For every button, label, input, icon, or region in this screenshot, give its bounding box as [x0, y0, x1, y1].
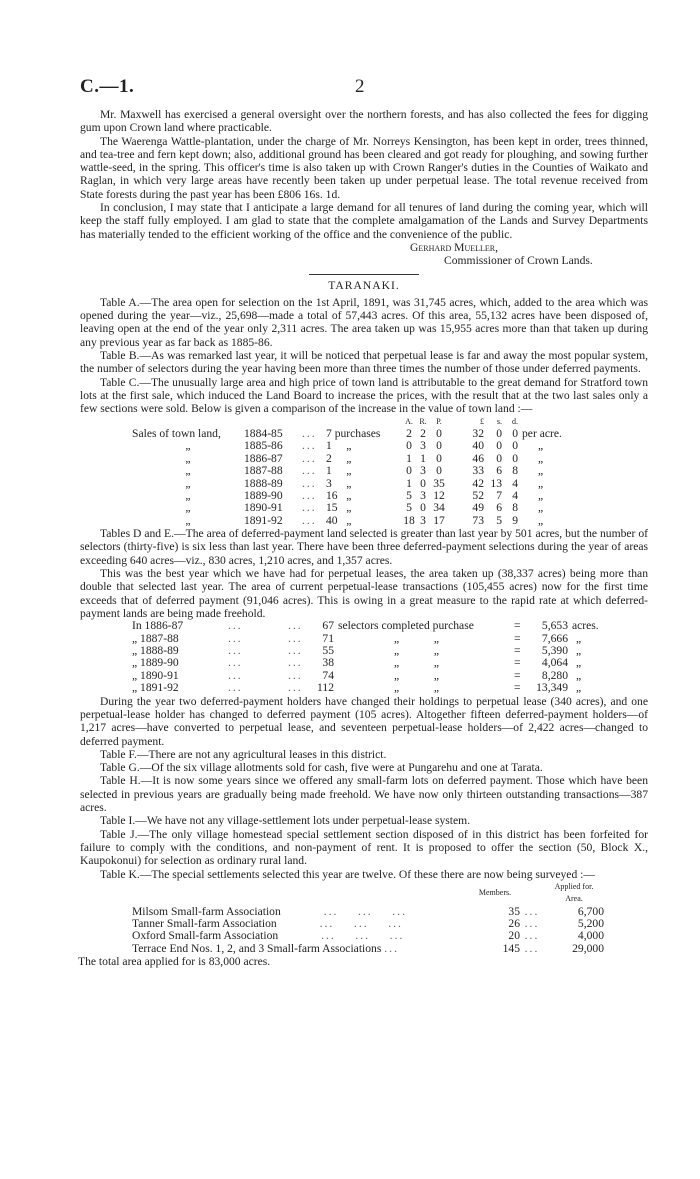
table-row: Milsom Small-farm Association ... ... ... 35 ... 6,700 — [132, 904, 604, 918]
section-title: TARANAKI. — [328, 278, 400, 292]
column-header: A. — [405, 416, 413, 426]
table-row: „ 1889-90 ... ... 38 „ „ = 4,064 „ — [132, 656, 582, 670]
paragraph: Table C.—The unusually large area and high price of town land is attributable to the great demand for Stratford town lots at the first sale, which induced the Land Board to increase the prices, with the result that at the two last sales only a few sections were sold. Below is given a comparison of the increase in the value of town land :— — [80, 375, 648, 416]
signature-name: Gerhard Mueller, — [410, 240, 499, 254]
town-land-table — [132, 416, 562, 528]
paragraph: Table A.—The area open for selection on the 1st April, 1891, was 31,745 acres, which, added to the area which was opened during the year—viz., 25,698—made a total of 57,443 acres. Of this area, 55,132 acres have been disposed of, leaving open at the end of the year only 2,311 acres. The area taken up was 15,955 acres more than that taken up during any previous year as far back as 1885-86. — [80, 295, 648, 349]
paragraph: Table K.—The special settlements selected this year are twelve. Of these there are now being surveyed :— — [100, 867, 595, 881]
column-header: R. — [419, 416, 427, 426]
page-number: 2 — [355, 76, 365, 97]
table-row: Tanner Small-farm Association ... ... ... 26 ... 5,200 — [132, 917, 604, 931]
purchases-cell: 7 purchases — [326, 426, 381, 440]
column-header: P. — [436, 416, 442, 426]
settlements-table — [132, 881, 604, 955]
column-header: d. — [512, 416, 518, 426]
paragraph: Table I.—We have not any village-settlement lots under perpetual-lease system. — [100, 814, 471, 828]
closing-line: The total area applied for is 83,000 acres. — [78, 955, 271, 969]
freehold-text: selectors completed purchase — [338, 619, 474, 633]
table-row: „ 1891-92 ... ... 112 „ „ = 13,349 „ — [132, 681, 582, 695]
paragraph: Table J.—The only village homestead special settlement section disposed of in this district has been forfeited for failure to comply with the conditions, and non-payment of rent. It is proposed to offer the section (50, Block X., Kaupokonui) for selection as ordinary rural land. — [80, 827, 648, 868]
table-header-row — [132, 881, 604, 906]
paragraph: This was the best year which we have had for perpetual leases, the area taken up (38,337 acres) being more than double that selected last year. The area of current perpetual-lease transactions (105,455 acres) now for the first time exceeds that of deferred payment (91,046 acres). This is owing in a great measure to the rapid rate at which deferred-payment lands are being made freehold. — [80, 567, 648, 620]
paragraph: Mr. Maxwell has exercised a general oversight over the northern forests, and has also collected the fees for digging gum upon Crown land where practicable. — [80, 108, 648, 135]
table-row: „ 1889-90 ... 16 „ 5 3 12 52 7 4 „ — [185, 488, 544, 502]
signature-title: Commissioner of Crown Lands. — [444, 254, 593, 268]
paragraph: Table F.—There are not any agricultural leases in this district. — [100, 747, 387, 761]
column-header: Members. — [478, 888, 512, 898]
table-row: Terrace End Nos. 1, 2, and 3 Small-farm Associations ... 145 ... 29,000 — [132, 941, 604, 955]
per-acre-label: per acre. — [522, 426, 562, 440]
paragraph: Table H.—It is now some years since we offered any small-farm lots on deferred payment. Those which have been selected in previous years are gradually being made freehold. We have now only thirteen outstanding transactions—387 acres. — [80, 774, 648, 815]
table-row: „ 1890-91 ... ... 74 „ „ = 8,280 „ — [132, 668, 582, 682]
column-header: s. — [496, 416, 502, 426]
section-divider — [309, 274, 419, 275]
year-cell: 1884-85 — [244, 426, 283, 440]
table-row: „ 1887-88 ... ... 71 „ „ = 7,666 „ — [132, 631, 582, 645]
paragraph: Table G.—Of the six village allotments sold for cash, five were at Pungarehu and one at Tarata. — [100, 761, 543, 775]
table-row: Oxford Small-farm Association ... ... ... 20 ... 4,000 — [132, 929, 604, 943]
paragraph: Table B.—As was remarked last year, it will be noticed that perpetual lease is far and away the most popular system, the number of selectors during the year having been more than three times the number of those under deferred payments. — [80, 349, 648, 376]
table-row: „ 1887-88 ... 1 „ 0 3 0 33 6 8 „ — [185, 464, 544, 478]
paragraph: Tables D and E.—The area of deferred-payment land selected is greater than last year by 501 acres, but the number of selectors (thirty-five) is six less than last year. There have been three deferred-payment selections during the year of areas exceeding 640 acres—viz., 830 acres, 1,210 acres, and 1,357 acres. — [80, 527, 648, 567]
table-row: „ 1890-91 ... 15 „ 5 0 34 49 6 8 „ — [185, 501, 544, 515]
table-row: „ 1891-92 ... 40 „ 18 3 17 73 5 9 „ — [185, 513, 544, 527]
table-row: „ 1888-89 ... ... 55 „ „ = 5,390 „ — [132, 644, 582, 658]
paragraph: The Waerenga Wattle-plantation, under the charge of Mr. Norreys Kensington, has been kept in order, trees thinned, and tea-tree and fern kept down; also, additional ground has been cleared and got ready for ploughing, and sowing further wattle-seed, in the spring. This officer's time is also taken up with Crown Ranger's duties in the Counties of Waikato and Raglan, in which very large areas have recently been taken up under perpetual lease. The total revenue received from State forests during the past year has been £806 16s. 1d. — [80, 134, 648, 201]
freehold-table — [132, 620, 599, 694]
paragraph: In conclusion, I may state that I anticipate a large demand for all tenures of land during the coming year, which will keep the staff fully employed. I am glad to state that the complete amalgamation of the Lands and Survey Departments has materially tended to the efficient working of the office and the convenience of the public. — [80, 201, 648, 241]
column-header: £ — [480, 416, 484, 426]
row-label: Sales of town land, — [132, 426, 221, 440]
column-header: Applied for. Area. — [554, 881, 594, 904]
table-row: Sales of town land, 1884-85 ... 7 purchases 2 2 0 32 0 0 per acre. — [132, 426, 562, 440]
table-row: „ 1885-86 ... 1 „ 0 3 0 40 0 0 „ — [185, 439, 544, 453]
paragraph: During the year two deferred-payment holders have changed their holdings to perpetual lease (340 acres), and one perpetual-lease holder has changed to deferred payment (105 acres). Altogether fifteen deferred-payment holders—of 1,217 acres—have converted to perpetual lease, and seventeen perpetual-lease holders—of 2,422 acres—changed to deferred payment. — [80, 694, 648, 748]
table-row: In 1886-87 ... ... 67 selectors completed purchase = 5,653 acres. — [132, 619, 599, 633]
table-row: „ 1888-89 ... 3 „ 1 0 35 42 13 4 „ — [185, 476, 544, 490]
document-body — [80, 108, 648, 969]
table-row: „ 1886-87 ... 2 „ 1 1 0 46 0 0 „ — [185, 451, 544, 465]
document-code: C.—1. — [80, 76, 135, 97]
